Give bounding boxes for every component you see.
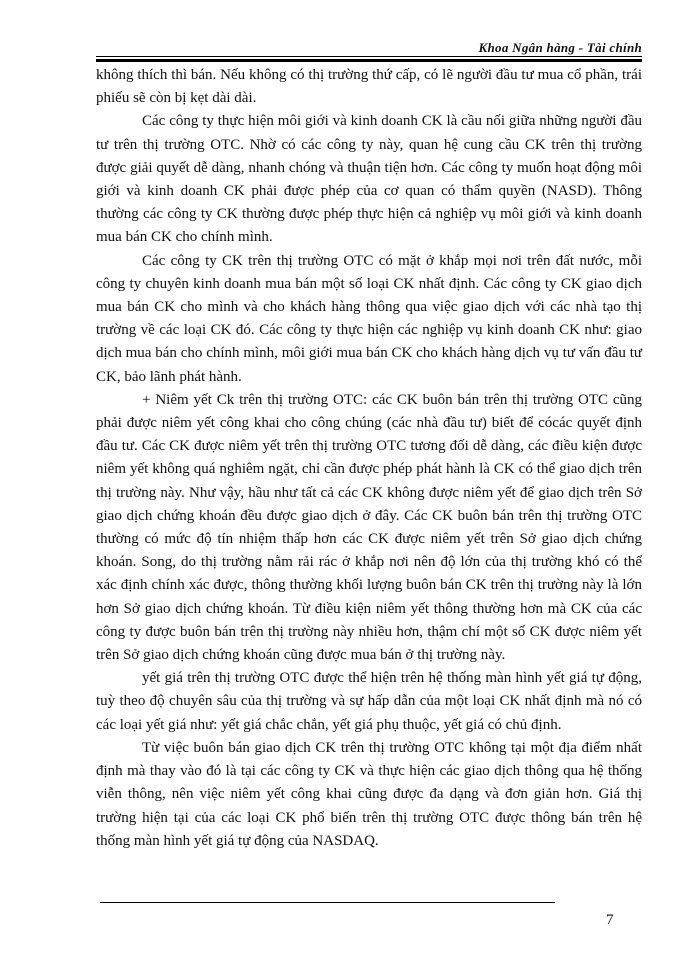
header-rule-thin (96, 56, 642, 57)
header-title: Khoa Ngân hàng - Tài chính (478, 40, 642, 55)
document-body (96, 64, 642, 853)
page-number: 7 (606, 912, 614, 928)
paragraph-1: không thích thì bán. Nếu không có thị trường thứ cấp, có lẽ người đầu tư mua cổ phần, trái phiếu sẽ còn bị kẹt dài dài. (96, 67, 642, 107)
paragraph-4: + Niêm yết Ck trên thị trường OTC: các CK buôn bán trên thị trường OTC cũng phải được niêm yết công khai cho công chúng (các nhà đầu tư) biết để cócác quyết định đầu tư. Các CK được niêm yết trên thị trường OTC tương đối dễ dàng, các điều kiện được niêm yết không quá nghiêm ngặt, chỉ cần được phép phát hành là CK có thể giao dịch trên thị trường này. Như vậy, hầu như tất cả các CK không được niêm yết để giao dịch trên Sở giao dịch chứng khoán đều được giao dịch ở đây. Các CK buôn bán trên thị trường OTC thường có mức độ tín nhiệm thấp hơn các CK được niêm yết trên Sở giao dịch chứng khoán. Song, do thị trường nằm rải rác ở khắp nơi nên độ lớn của thị trường khó có thể xác định chính xác được, thông thường khối lượng buôn bán CK trên thị trường này là lớn hơn Sở giao dịch chứng khoán. Từ điều kiện niêm yết thông thường hơn mà CK của các công ty được buôn bán trên thị trường này nhiều hơn, thậm chí một số CK được niêm yết trên Sở giao dịch chứng khoán cũng được mua bán ở thị trường này. (96, 391, 642, 664)
paragraph-3: Các công ty CK trên thị trường OTC có mặt ở khắp mọi nơi trên đất nước, mỗi công ty chuyên kinh doanh mua bán một số loại CK nhất định. Các công ty CK giao dịch mua bán CK cho mình và cho khách hàng thông qua việc giao dịch với các nhà tạo thị trường về các loại CK đó. Các công ty thực hiện các nghiệp vụ kinh doanh CK như: giao dịch mua bán cho chính mình, môi giới mua bán CK cho khách hàng dịch vụ tư vấn đầu tư CK, bảo lãnh phát hành. (96, 252, 642, 385)
page-header (96, 38, 642, 54)
paragraph-5: yết giá trên thị trường OTC được thể hiện trên hệ thống màn hình yết giá tự động, tuỳ theo độ chuyên sâu của thị trường và sự hấp dẫn của một loại CK nhất định mà nó có các loại yết giá như: yết giá chắc chắn, yết giá phụ thuộc, yết giá có chủ định. (96, 670, 642, 733)
paragraph-6: Từ việc buôn bán giao dịch CK trên thị trường OTC không tại một địa điểm nhất định mà thay vào đó là tại các công ty CK và thực hiện các giao dịch thông qua hệ thống viễn thông, nên việc niêm yết công khai cũng được đa dạng và đơn giản hơn. Giá thị trường hiện tại của các loại CK phổ biến trên thị trường OTC được thông bán trên hệ thống màn hình yết giá tự động của NASDAQ. (96, 739, 642, 849)
footer-rule (100, 902, 555, 903)
header-rule-thick (96, 59, 642, 62)
paragraph-2: Các công ty thực hiện môi giới và kinh doanh CK là cầu nối giữa những người đầu tư trên thị trường OTC. Nhờ có các công ty này, quan hệ cung cầu CK trên thị trường được giải quyết dễ dàng, nhanh chóng và thuận tiện hơn. Các công ty muốn hoạt động môi giới và kinh doanh CK phải được phép của cơ quan có thẩm quyền (NASD). Thông thường các công ty CK thường được phép thực hiện cả nghiệp vụ môi giới và kinh doanh mua bán CK cho chính mình. (96, 113, 642, 246)
